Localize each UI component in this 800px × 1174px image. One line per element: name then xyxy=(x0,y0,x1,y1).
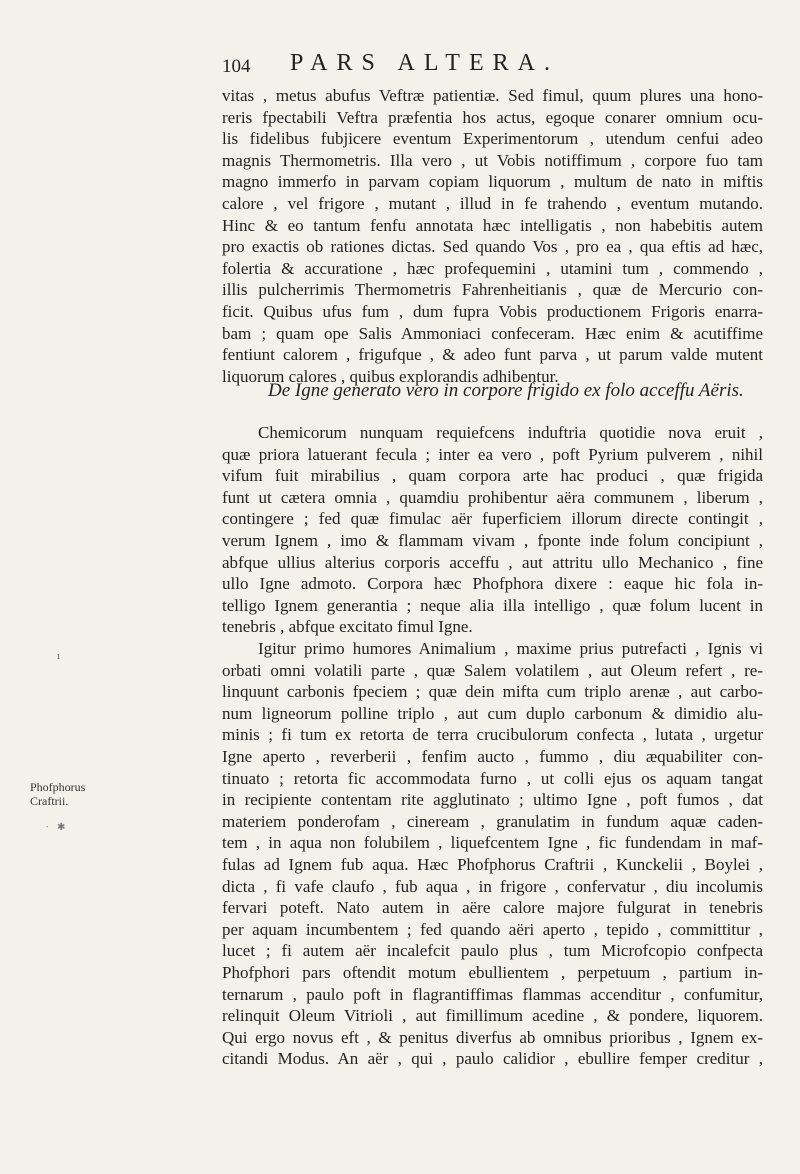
paragraph-1 xyxy=(222,85,763,387)
text-line: ficit. Quibus ufus fum , dum fupra Vobis productionem Frigoris enarra- xyxy=(222,301,763,321)
text-line: illis pulcherrimis Thermometris Fahrenheitianis , quæ de Mercurio con- xyxy=(222,280,763,300)
text-line: minis ; fi tum ex retorta de terra crucibulorum confecta , lutata , urgetur xyxy=(222,725,763,745)
text-line: fentiunt calorem , frigufque , & adeo funt parva , ut parum valde mutent xyxy=(222,345,763,365)
paragraph-3 xyxy=(222,638,763,1070)
text-line: in recipiente contentam rite agglutinato ; ultimo Igne , poft fumos , dat xyxy=(222,790,763,810)
margin-note-line: Craftrii. xyxy=(30,794,69,808)
text-line: citandi Modus. An aër , qui , paulo calidior , ebullire femper creditur , xyxy=(222,1049,763,1069)
text-line: Phofphori pars oftendit motum ebullientem , perpetuum , partium in- xyxy=(222,962,763,982)
text-line: Hinc & eo tantum fenfu annotata hæc intelligatis , non habebitis autem xyxy=(222,215,763,235)
text-line: per aquam incumbentem ; fed quando aëri aperto , tepido , committitur , xyxy=(222,919,763,939)
text-line: funt ut cætera omnia , quamdiu prohibentur aëra communem , liberum , xyxy=(222,487,763,507)
text-line: tem , in aqua non folubilem , liquefcentem Igne , fic fundendam in maf- xyxy=(222,833,763,853)
text-line: Igne aperto , reverberii , fenfim aucto , fummo , diu æquabiliter con- xyxy=(222,746,763,766)
text-line: magnis Thermometris. Illa vero , ut Vobis notiffimum , corpore fuo tam xyxy=(222,150,763,170)
text-line: reris fpectabili Veftra præfentia hos actus, egoque conarer omnium ocu- xyxy=(222,107,763,127)
text-line: relinquit Oleum Vitrioli , aut fimillimum acedine , & pondere, liquorem. xyxy=(222,1006,763,1026)
text-line: ternarum , paulo poft in flagrantiffimas flammas accenditur , confumitur, xyxy=(222,984,763,1004)
text-line: materiem ponderofam , cineream , granulatim in fundum aquæ caden- xyxy=(222,811,763,831)
text-line: abfque ullius alterius corporis acceffu , aut attritu ullo Mechanico , fine xyxy=(222,552,763,572)
text-line: calore , vel frigore , mutant , illud in fe trahendo , eventum mutando. xyxy=(222,193,763,213)
text-line: Igitur primo humores Animalium , maxime prius putrefacti , Ignis vi xyxy=(258,639,763,658)
text-line: tinuato ; retorta fic accommodata furno , ut colli ejus os aquam tangat xyxy=(222,768,763,788)
text-line: lis fidelibus fubjicere eventum Experimentorum , utendum cenfui adeo xyxy=(222,129,763,149)
text-line: pro exactis ob rationes dictas. Sed quando Vos , pro ea , qua eftis ad hæc, xyxy=(222,237,763,257)
margin-ornament: ∙ ✱ xyxy=(46,822,69,833)
text-line: vitas , metus abufus Veftræ patientiæ. Sed fimul, quum plures una hono- xyxy=(222,86,763,105)
text-line: orbati omni volatili parte , quæ Salem volatilem , aut Oleum refert , re- xyxy=(222,660,763,680)
text-line: fulas ad Ignem fub aqua. Hæc Phofphorus Craftrii , Kunckelii , Boylei , xyxy=(222,854,763,874)
text-line: linquunt carbonis fpeciem ; quæ dein mifta cum triplo arenæ , aut carbo- xyxy=(222,682,763,702)
margin-note xyxy=(30,780,85,808)
text-line: contingere ; fed quæ fimulac aër fuperficiem illorum directe contingit , xyxy=(222,509,763,529)
text-line: vifum fuit mirabilius , quam corpora arte hac produci , quæ frigida xyxy=(222,466,763,486)
text-line: tenebris , abfque excitato fimul Igne. xyxy=(222,617,473,637)
text-line: fervari poteft. Nato autem in aëre calore majore fulgurat in tenebris xyxy=(222,898,763,918)
running-head: PARS ALTERA. xyxy=(290,50,559,76)
page-header xyxy=(222,50,692,80)
text-line: dicta , fi vafe claufo , fub aqua , in frigore , confervatur , diu incolumis xyxy=(222,876,763,896)
text-line: ullo Igne admoto. Corpora hæc Phofphora dixere : eaque hic fola in- xyxy=(222,574,763,594)
text-line: lucet ; fi autem aër incalefcit paulo plus , tum Microfcopio confpecta xyxy=(222,941,763,961)
text-line: Chemicorum nunquam requiefcens induftria quotidie nova eruit , xyxy=(258,423,763,442)
text-line: magno immerfo in parvam copiam liquorum , multum de nato in miftis xyxy=(222,172,763,192)
text-line: liquorum calores , quibus explorandis adhibentur. xyxy=(222,366,559,386)
text-line: Qui ergo novus eft , & penitus diverfus ab omnibus prioribus , Ignem ex- xyxy=(222,1027,763,1047)
margin-note-line: Phofphorus xyxy=(30,780,86,794)
text-line: telligo Ignem generantia ; neque alia illa intelligo , quæ folum lucent in xyxy=(222,595,763,615)
page-number: 104 xyxy=(222,56,251,77)
section-heading: De Igne generato vero in corpore frigido ex folo acceffu Aëris. xyxy=(268,380,744,401)
paragraph-2 xyxy=(222,422,763,638)
text-line: verum Ignem , imo & flammam vivam , fponte inde folum concipiunt , xyxy=(222,530,763,550)
text-line: quæ priora latuerant fecula ; inter ea vero , poft Pyrium pulverem , nihil xyxy=(222,444,763,464)
text-line: bam ; quam ope Salis Ammoniaci confeceram. Hæc enim & acutiffime xyxy=(222,323,763,343)
text-line: folertia & accuratione , hæc profequemini , utamini tum , commendo , xyxy=(222,258,763,278)
text-line: num ligneorum polline triplo , aut cum duplo carbonum & dimidio alu- xyxy=(222,703,763,723)
margin-tick-mark: ı xyxy=(57,650,61,662)
